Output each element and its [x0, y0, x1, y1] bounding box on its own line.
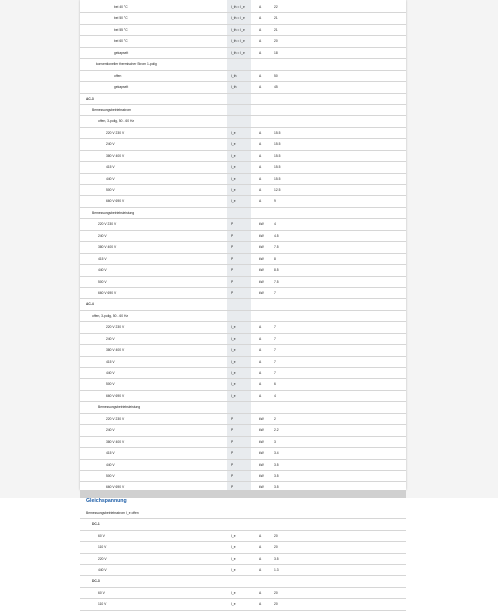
- row-value: 7: [274, 359, 276, 364]
- row-value: 8: [274, 256, 276, 261]
- row-value: 3.5: [274, 485, 279, 490]
- row-label: 660 V 690 V: [106, 485, 125, 490]
- table-row: [80, 59, 406, 70]
- row-sym: P: [231, 233, 234, 238]
- row-unit: A: [259, 5, 262, 9]
- table-row: [80, 531, 406, 542]
- table-row: [80, 254, 406, 265]
- row-label: bei 55 °C: [114, 27, 128, 32]
- row-unit: A: [259, 130, 262, 135]
- row-label: AC-3: [86, 96, 94, 101]
- row-unit: kW: [259, 268, 264, 273]
- row-unit: A: [259, 50, 262, 55]
- table-row: [80, 94, 406, 105]
- row-sym: I_e: [231, 359, 236, 364]
- row-value: 20: [274, 590, 278, 595]
- row-unit: A: [259, 73, 262, 78]
- row-sym: P: [231, 222, 234, 227]
- row-value: 12.5: [274, 188, 281, 192]
- row-value: 15.5: [274, 153, 281, 158]
- table-row: [80, 508, 406, 519]
- table-row: [80, 242, 406, 253]
- row-sym: I_e: [231, 602, 236, 607]
- row-sym: I_e: [231, 556, 236, 561]
- row-unit: kW: [259, 439, 264, 444]
- section-title: Gleichspannung: [86, 497, 127, 504]
- row-sym: P: [231, 485, 234, 490]
- table-row: [80, 471, 406, 482]
- row-label: bei 50 °C: [114, 16, 128, 21]
- row-label: gekapselt: [114, 85, 129, 90]
- table-row: [80, 185, 406, 196]
- row-sym: P: [231, 439, 234, 444]
- row-value: 7: [274, 348, 276, 353]
- row-value: 3.5: [274, 556, 279, 561]
- table-row: [80, 391, 406, 402]
- table-row: [80, 357, 406, 368]
- row-label: 500 V: [106, 473, 115, 478]
- row-label: bei 40 °C: [114, 5, 128, 9]
- row-value: 50: [274, 73, 278, 78]
- row-value: 20: [274, 39, 278, 44]
- row-sym: I_th = I_e: [231, 39, 245, 44]
- row-unit: A: [259, 348, 262, 353]
- row-value: 3: [274, 439, 276, 444]
- table-row: [80, 151, 406, 162]
- row-label: DC-3: [92, 579, 100, 584]
- row-label: Bemessungsbetriebsleistung: [92, 210, 135, 215]
- row-value: 7: [274, 371, 276, 375]
- table-row: [80, 588, 406, 599]
- row-value: 4: [274, 222, 276, 227]
- row-sym: I_e: [231, 176, 236, 181]
- row-value: 20: [274, 545, 278, 550]
- table-row: [80, 425, 406, 436]
- row-sym: P: [231, 279, 234, 284]
- row-value: 21: [274, 16, 278, 21]
- row-sym: I_e: [231, 382, 236, 387]
- row-unit: A: [259, 188, 262, 192]
- row-value: 2.2: [274, 428, 279, 433]
- row-label: 220 V: [98, 556, 107, 561]
- table-row: [80, 196, 406, 207]
- row-label: offen: [114, 73, 122, 78]
- row-label: 240 V: [106, 142, 115, 147]
- row-sym: I_e: [231, 336, 236, 341]
- row-label: 110 V: [98, 545, 107, 550]
- row-sym: I_th = I_e: [231, 5, 245, 9]
- spec-table: [80, 2, 406, 611]
- row-value: 3.5: [274, 473, 279, 478]
- row-value: 9: [274, 199, 276, 204]
- row-sym: I_e: [231, 348, 236, 353]
- row-unit: A: [259, 602, 262, 607]
- row-unit: A: [259, 590, 262, 595]
- row-sym: P: [231, 290, 234, 295]
- table-row: [80, 71, 406, 82]
- table-row: [80, 565, 406, 576]
- row-label: gekapselt: [114, 50, 129, 55]
- row-label: offen, 3-polig, 50 - 60 Hz: [92, 313, 129, 318]
- row-unit: A: [259, 336, 262, 341]
- table-row: [80, 219, 406, 230]
- table-row: [80, 139, 406, 150]
- row-value: 15.5: [274, 130, 281, 135]
- row-sym: P: [231, 428, 234, 433]
- row-sym: P: [231, 462, 234, 467]
- row-unit: kW: [259, 416, 264, 421]
- row-label: 220 V 230 V: [106, 416, 125, 421]
- row-label: 415 V: [106, 451, 115, 456]
- table-row: [80, 128, 406, 139]
- row-value: 7: [274, 336, 276, 341]
- table-row: [80, 460, 406, 471]
- row-label: 660 V 690 V: [106, 393, 125, 398]
- page-bottom-edge: [80, 490, 406, 498]
- table-row: [80, 379, 406, 390]
- row-sym: I_e: [231, 393, 236, 398]
- table-row: [80, 599, 406, 610]
- row-sym: I_e: [231, 188, 236, 192]
- row-label: 440 V: [106, 462, 115, 467]
- row-label: 415 V: [98, 256, 107, 261]
- row-unit: A: [259, 176, 262, 181]
- table-row: [80, 36, 406, 47]
- row-label: AC-4: [86, 302, 94, 307]
- table-row: [80, 25, 406, 36]
- row-sym: I_e: [231, 568, 236, 572]
- row-value: 7: [274, 290, 276, 295]
- row-value: 6: [274, 382, 276, 387]
- row-label: 240 V: [106, 336, 115, 341]
- row-unit: kW: [259, 245, 264, 250]
- row-sym: P: [231, 416, 234, 421]
- row-unit: A: [259, 325, 262, 330]
- row-unit: kW: [259, 428, 264, 433]
- table-row: [80, 116, 406, 127]
- row-unit: A: [259, 371, 262, 375]
- table-row: [80, 437, 406, 448]
- row-label: 440 V: [98, 268, 107, 273]
- row-value: 21: [274, 27, 278, 32]
- row-label: 415 V: [106, 359, 115, 364]
- row-label: offen, 3-polig, 50 - 60 Hz: [98, 119, 135, 124]
- row-sym: I_th: [231, 73, 237, 78]
- row-label: 60 V: [98, 590, 105, 595]
- row-sym: I_e: [231, 371, 236, 375]
- row-label: 415 V: [106, 165, 115, 170]
- row-value: 15.5: [274, 165, 281, 170]
- row-label: Bemessungsbetriebsstrom: [92, 107, 132, 112]
- row-label: konventioneller thermischer Strom 1-polig: [96, 62, 157, 67]
- table-row: [80, 299, 406, 310]
- row-label: 110 V: [98, 602, 107, 607]
- row-unit: kW: [259, 290, 264, 295]
- table-row: [80, 368, 406, 379]
- table-row: [80, 334, 406, 345]
- row-unit: kW: [259, 473, 264, 478]
- row-sym: P: [231, 473, 234, 478]
- row-label: 240 V: [98, 233, 107, 238]
- row-label: 660 V 690 V: [106, 199, 125, 204]
- row-unit: kW: [259, 451, 264, 456]
- row-sym: I_th = I_e: [231, 27, 245, 32]
- table-row: [80, 162, 406, 173]
- row-value: 8.5: [274, 268, 279, 273]
- row-unit: kW: [259, 222, 264, 227]
- row-label: 60 V: [98, 533, 105, 538]
- row-unit: A: [259, 556, 262, 561]
- row-sym: P: [231, 245, 234, 250]
- row-unit: A: [259, 85, 262, 90]
- row-sym: I_e: [231, 590, 236, 595]
- row-value: 3.4: [274, 451, 279, 456]
- row-sym: I_th: [231, 85, 237, 90]
- row-sym: I_e: [231, 153, 236, 158]
- document-page: [80, 0, 406, 607]
- row-unit: kW: [259, 279, 264, 284]
- row-sym: I_e: [231, 130, 236, 135]
- row-unit: A: [259, 165, 262, 170]
- row-value: 22: [274, 5, 278, 9]
- row-label: 500 V: [98, 279, 107, 284]
- table-row: [80, 519, 406, 530]
- row-unit: A: [259, 545, 262, 550]
- row-sym: P: [231, 268, 234, 273]
- table-row: [80, 542, 406, 553]
- row-value: 4: [274, 393, 276, 398]
- row-label: 660 V 690 V: [98, 290, 117, 295]
- row-value: 2: [274, 416, 276, 421]
- row-unit: A: [259, 359, 262, 364]
- table-row: [80, 448, 406, 459]
- table-row: [80, 231, 406, 242]
- row-unit: A: [259, 142, 262, 147]
- table-row: [80, 208, 406, 219]
- row-unit: kW: [259, 485, 264, 490]
- row-unit: kW: [259, 462, 264, 467]
- table-row: [80, 576, 406, 587]
- row-value: 3.5: [274, 462, 279, 467]
- row-value: 20: [274, 602, 278, 607]
- table-row: [80, 288, 406, 299]
- row-unit: kW: [259, 256, 264, 261]
- row-sym: I_e: [231, 165, 236, 170]
- row-value: 7.5: [274, 245, 279, 250]
- row-label: 500 V: [106, 382, 115, 387]
- row-label: 220 V 230 V: [106, 130, 125, 135]
- row-unit: A: [259, 153, 262, 158]
- row-label: 440 V: [106, 371, 115, 375]
- table-row: [80, 48, 406, 59]
- row-label: 380 V 400 V: [106, 153, 125, 158]
- row-sym: P: [231, 256, 234, 261]
- row-unit: kW: [259, 233, 264, 238]
- row-unit: A: [259, 16, 262, 21]
- row-unit: A: [259, 382, 262, 387]
- row-label: 220 V 230 V: [98, 222, 117, 227]
- row-unit: A: [259, 393, 262, 398]
- table-row: [80, 174, 406, 185]
- table-row: [80, 82, 406, 93]
- table-row: [80, 311, 406, 322]
- row-value: 45: [274, 85, 278, 90]
- row-value: 20: [274, 533, 278, 538]
- row-sym: I_e: [231, 533, 236, 538]
- row-sym: I_e: [231, 545, 236, 550]
- row-label: DC-1: [92, 522, 100, 527]
- row-label: Bemessungsbetriebsleistung: [98, 405, 141, 410]
- table-row: [80, 414, 406, 425]
- row-label: 440 V: [98, 568, 107, 572]
- row-label: Bemessungsbetriebsstrom I_e offen: [86, 510, 139, 515]
- row-value: 15.5: [274, 142, 281, 147]
- row-unit: A: [259, 568, 262, 572]
- row-label: 380 V 400 V: [106, 439, 125, 444]
- table-row: [80, 265, 406, 276]
- table-row: [80, 2, 406, 13]
- row-label: bei 60 °C: [114, 39, 128, 44]
- row-value: 7: [274, 325, 276, 330]
- table-row: [80, 13, 406, 24]
- row-sym: I_e: [231, 142, 236, 147]
- row-label: 500 V: [106, 188, 115, 192]
- row-label: 380 V 400 V: [106, 348, 125, 353]
- row-value: 1.3: [274, 568, 279, 572]
- table-row: [80, 105, 406, 116]
- row-label: 220 V 230 V: [106, 325, 125, 330]
- row-value: 4.5: [274, 233, 279, 238]
- row-label: 380 V 400 V: [98, 245, 117, 250]
- row-sym: I_th = I_e: [231, 16, 245, 21]
- row-unit: A: [259, 27, 262, 32]
- row-unit: A: [259, 199, 262, 204]
- table-row: [80, 345, 406, 356]
- row-sym: P: [231, 451, 234, 456]
- row-value: 15.5: [274, 176, 281, 181]
- row-unit: A: [259, 533, 262, 538]
- row-sym: I_e: [231, 325, 236, 330]
- row-label: 240 V: [106, 428, 115, 433]
- row-unit: A: [259, 39, 262, 44]
- row-value: 7.5: [274, 279, 279, 284]
- row-label: 440 V: [106, 176, 115, 181]
- table-row: [80, 402, 406, 413]
- row-sym: I_th = I_e: [231, 50, 245, 55]
- row-sym: I_e: [231, 199, 236, 204]
- table-row: [80, 554, 406, 565]
- row-value: 18: [274, 50, 278, 55]
- table-row: [80, 277, 406, 288]
- table-row: [80, 322, 406, 333]
